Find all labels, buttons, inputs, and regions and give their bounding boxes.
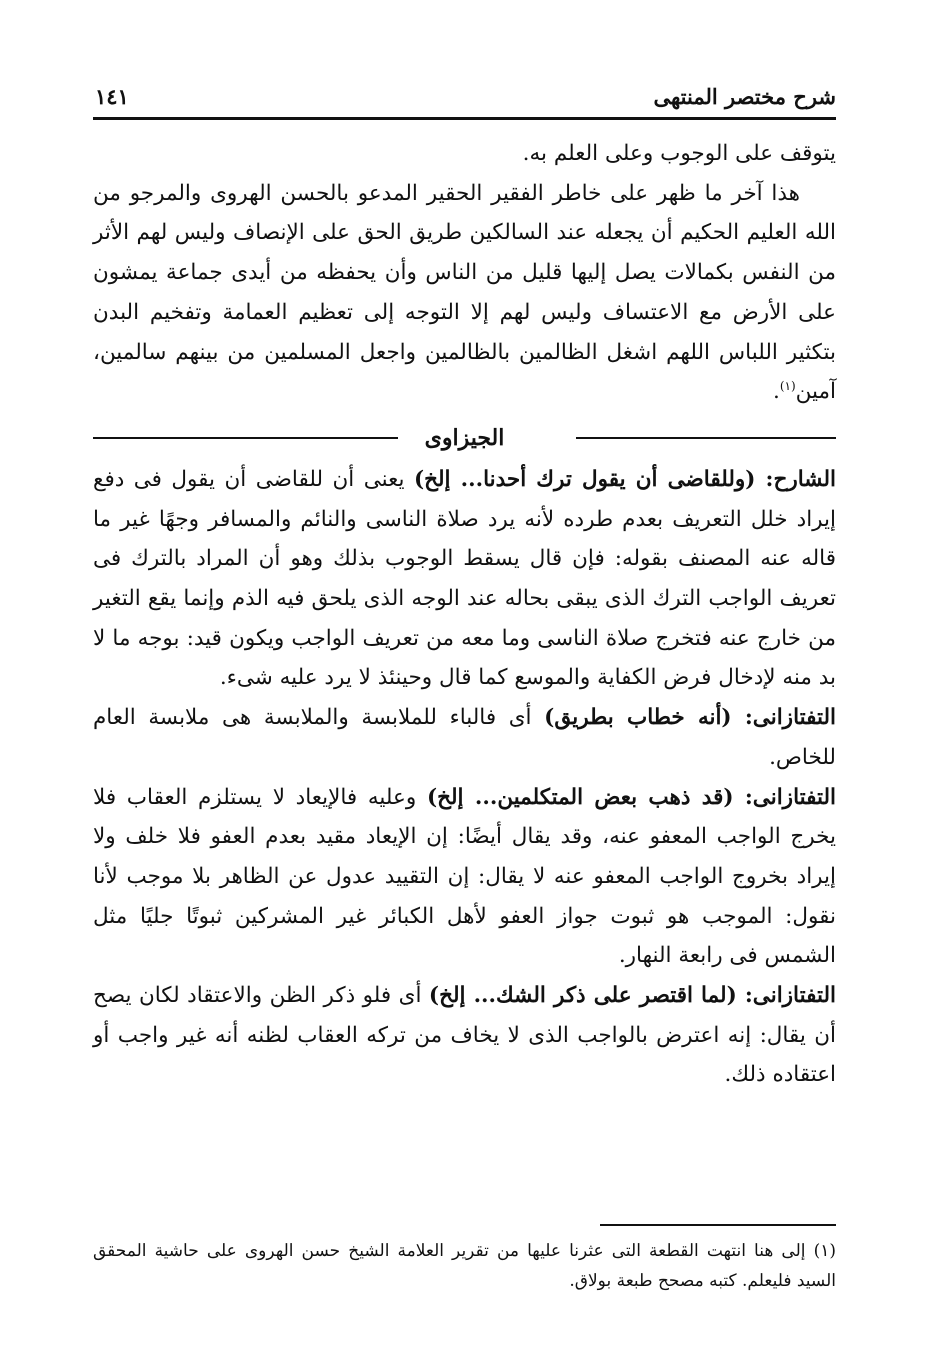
paragraph-5-text: وعليه فالإيعاد لا يستلزم العقاب فلا يخرج الواجب المعفو عنه، وقد يقال أيضًا: إن الإيعاد مقيد بعدم العفو فلا خلف ولا إيراد بخروج الواجب المعفو عنه لا يقال: إن التقييد عدول عن الظاهر بلا موجب لأنا نقول: الموجب هو ثبوت جواز العفو لأهل الكبائر غير المشركين ثبوتًا جليًا مثل الشمس فى رابعة النهار.: [93, 784, 836, 969]
paragraph-2-end: .: [772, 379, 780, 405]
footnote-rule: [600, 1224, 836, 1226]
paragraph-3: [93, 460, 836, 698]
running-header: [93, 78, 836, 120]
paragraph-1-text: يتوقف على الوجوب وعلى العلم به.: [522, 141, 836, 166]
footnote-text: إلى هنا انتهت القطعة التى عثرنا عليها من تقرير العلامة الشيخ حسن الهروى على حاشية المحقق السيد فليعلم. كتبه مصحح طبعة بولاق.: [93, 1241, 836, 1291]
paragraph-4-text: أى فالباء للملابسة والملابسة هى ملابسة العام للخاص.: [93, 705, 836, 770]
paragraph-5: [93, 778, 836, 977]
paragraph-6: [93, 976, 836, 1095]
paragraph-6-label: التفتازانى: (لما اقتصر على ذكر الشك... إلخ): [428, 983, 836, 1009]
paragraph-2-text: هذا آخر ما ظهر على خاطر الفقير الحقير المدعو بالحسن الهروى والمرجو من الله العليم الحكيم أن يجعله عند السالكين طريق الحق على الإنصاف وليس لهم الأثر من النفس بكمالات يصل إليها قليل من الناس وأن يحفظه من أيدى جماعة يمشون على الأرض مع الاعتساف وليس لهم إلا التوجه إلى تعظيم العمامة وتفخيم البدن بتكثير اللباس اللهم اشغل الظالمين بالظالمين واجعل المسلمين من بينهم سالمين، آمين: [93, 180, 836, 405]
section-divider: [93, 418, 836, 458]
paragraph-4: [93, 698, 836, 777]
paragraph-3-text: يعنى أن للقاضى أن يقول فى دفع إيراد خلل التعريف بعدم طرده لأنه يرد صلاة الناسى والنائم والمسافر وجهًا غير ما قاله عنه المصنف بقوله: فإن قال يسقط الوجوب بذلك وهو أن المراد بالترك فى تعريف الواجب الترك الذى يبقى بحاله عند الوجه الذى يلحق فيه الذم وإنما يقع التغير من خارج عنه فتخرج صلاة الناسى وما معه من تعريف الواجب ويكون قيد: بوجه ما لا بد منه لإدخال فرض الكفاية والموسع كما قال وحينئذ لا يرد عليه شىء.: [93, 466, 836, 691]
footnote-1: [93, 1224, 836, 1296]
main-text: [93, 134, 836, 1095]
paragraph-5-label: التفتازانى: (قد ذهب بعض المتكلمين... إلخ): [426, 784, 836, 810]
paragraph-3-label: الشارح: (وللقاضى أن يقول ترك أحدنا... إلخ): [413, 466, 836, 492]
paragraph-1: [93, 134, 836, 174]
paragraph-4-label: التفتازانى: (أنه خطاب بطريق): [544, 705, 836, 731]
header-rule: [93, 117, 836, 120]
footnote-number: (١): [813, 1241, 836, 1261]
footnote-ref: (١): [779, 379, 796, 394]
section-title: الجيزاوى: [424, 424, 505, 451]
book-title: شرح مختصر المنتهى: [653, 84, 836, 109]
footnotes: [93, 1224, 836, 1296]
paragraph-6-text: أى فلو ذكر الظن والاعتقاد لكان يصح أن يقال: إنه اعترض بالواجب الذى لا يخاف من تركه العقاب لظنه أنه غير واجب أو اعتقاده ذلك.: [93, 983, 836, 1088]
page-number: ١٤١: [95, 84, 129, 109]
paragraph-2: [93, 174, 836, 412]
